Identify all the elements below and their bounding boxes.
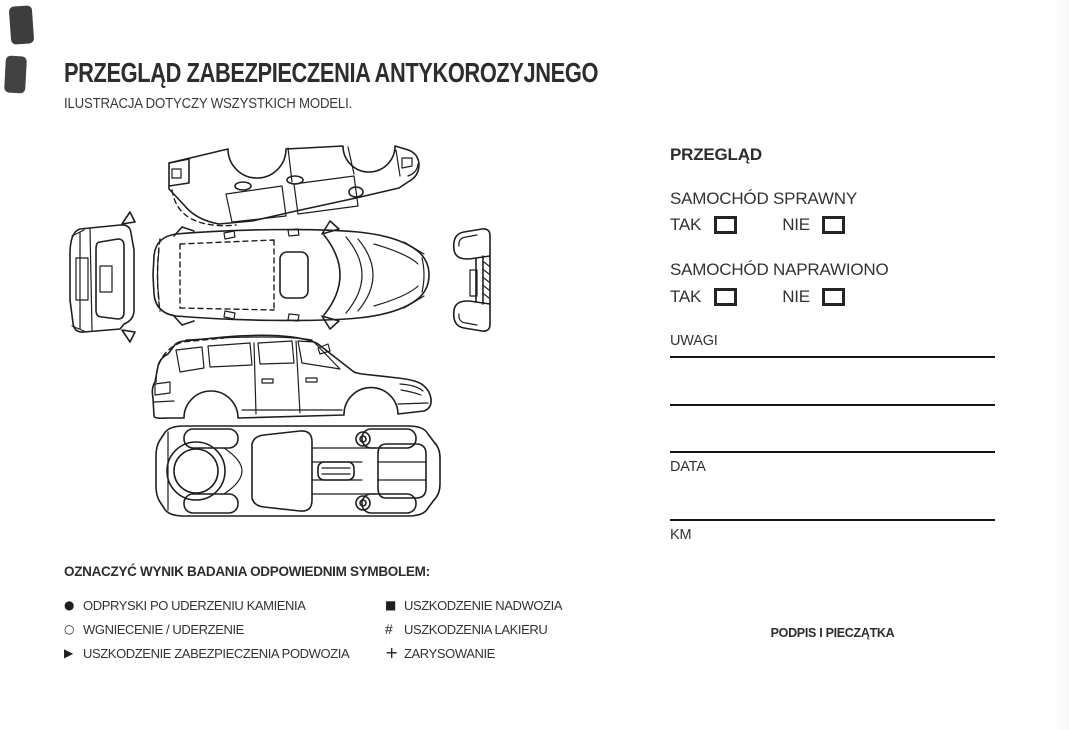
open-circle-icon: ○	[64, 622, 75, 636]
hash-icon: #	[385, 621, 393, 637]
filled-square-icon: ■	[385, 598, 397, 612]
legend-item-body-damage	[385, 596, 562, 614]
car-rear-view-rotated	[454, 229, 490, 331]
remarks-line-3[interactable]	[670, 451, 995, 465]
scan-artifact-mark-bottom	[4, 55, 27, 93]
legend-label: WGNIECENIE / UDERZENIE	[83, 621, 244, 637]
date-line[interactable]	[670, 519, 995, 533]
plus-icon: +	[385, 643, 399, 662]
scan-edge-shade	[1053, 0, 1069, 730]
date-label: DATA	[670, 459, 706, 475]
car-side-view	[152, 335, 431, 418]
legend-label: USZKODZENIE NADWOZIA	[404, 597, 563, 613]
legend-item-scratch	[385, 644, 495, 662]
car-operational-yes-checkbox[interactable]	[714, 216, 737, 234]
question-car-repaired-label: SAMOCHÓD NAPRAWIONO	[670, 260, 889, 279]
remarks-line-2[interactable]	[670, 404, 995, 418]
signature-and-stamp-label: PODPIS I PIECZĄTKA	[770, 626, 895, 640]
yes-label: TAK	[670, 287, 702, 306]
legend-item-dent-impact	[64, 620, 244, 638]
question-car-repaired-answers	[670, 287, 845, 307]
legend-label: ZARYSOWANIE	[404, 645, 495, 661]
remarks-line-1[interactable]	[670, 356, 995, 370]
filled-triangle-right-icon: ▶	[64, 646, 74, 660]
filled-circle-icon: ●	[64, 598, 75, 612]
no-label: NIE	[782, 215, 810, 234]
car-top-view	[153, 221, 429, 329]
car-damage-diagram	[56, 132, 516, 532]
km-label: KM	[670, 527, 692, 543]
car-chassis-bottom-view	[156, 426, 440, 516]
car-repaired-no-checkbox[interactable]	[822, 288, 845, 306]
question-car-operational-label: SAMOCHÓD SPRAWNY	[670, 189, 857, 208]
remarks-label: UWAGI	[670, 333, 718, 349]
legend-heading: OZNACZYĆ WYNIK BADANIA ODPOWIEDNIM SYMBOLEM:	[64, 564, 430, 579]
car-operational-no-checkbox[interactable]	[822, 216, 845, 234]
yes-label: TAK	[670, 215, 702, 234]
scan-artifact-mark-top	[9, 5, 35, 45]
legend-item-stone-chips	[64, 596, 306, 614]
legend-label: USZKODZENIE ZABEZPIECZENIA PODWOZIA	[83, 645, 350, 661]
legend-item-underbody-protection-damage	[64, 644, 349, 662]
page-title: PRZEGLĄD ZABEZPIECZENIA ANTYKOROZYJNEGO	[64, 57, 599, 88]
car-front-view-rotated	[70, 212, 135, 342]
form-heading: PRZEGLĄD	[670, 145, 762, 164]
question-car-operational-answers	[670, 215, 845, 235]
legend-label: USZKODZENIA LAKIERU	[404, 621, 548, 637]
car-repaired-yes-checkbox[interactable]	[714, 288, 737, 306]
legend-item-paint-damage	[385, 620, 547, 638]
legend-label: ODPRYSKI PO UDERZENIU KAMIENIA	[83, 597, 306, 613]
page-subtitle: ILUSTRACJA DOTYCZY WSZYSTKICH MODELI.	[64, 95, 353, 112]
car-underbody-sill-perspective-view	[169, 146, 419, 226]
no-label: NIE	[782, 287, 810, 306]
